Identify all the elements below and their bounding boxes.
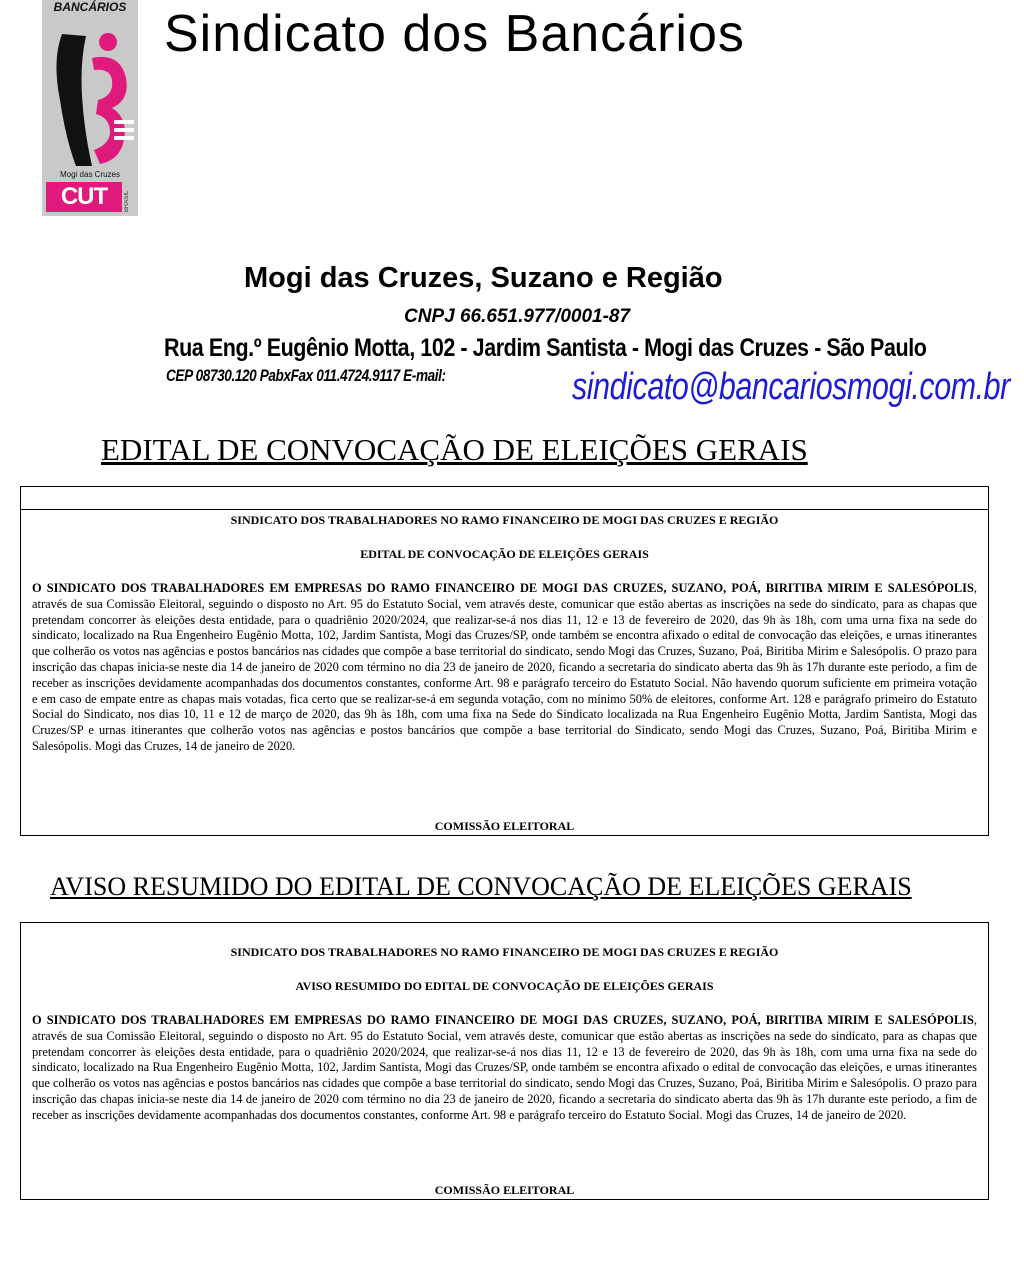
edital-box [20, 486, 989, 836]
aviso-body-text: , através de sua Comissão Eleitoral, seguindo o disposto no Art. 95 do Estatuto Social, vem através deste, comunicar que estão abertas as inscrições na sede do sindicato, para as chapas que pretendam concorrer às eleições desta entidade, para o quadriênio 2020/2024, que realizar-se-á nos dias 11, 12 e 13 de fevereiro de 2020, das 9h às 18h, com uma urna fixa na sede do sindicato, localizado na Rua Engenheiro Eugênio Motta, 102, Jardim Santista, Mogi das Cruzes/SP, onde também se encontra afixado o edital de convocação das eleições, e urnas itinerantes que colherão os votos nas agências e postos bancários nas cidades que compõe a base territorial do sindicato, sendo Mogi das Cruzes, Suzano, Poá, Biritiba Mirim e Salesópolis. O prazo para inscrição das chapas inicia-se neste dia 14 de janeiro de 2020 com término no dia 23 de janeiro de 2020, ficando a secretaria do sindicato aberta das 9h às 17h durante este período, a fim de receber as inscrições devidamente acompanhadas dos documentos constantes, conforme Art. 98 e parágrafo terceiro do Estatuto Social. Mogi das Cruzes, 14 de janeiro de 2020. [32, 1013, 977, 1122]
address-text: Rua Eng.º Eugênio Motta, 102 - Jardim Santista - Mogi das Cruzes - São Paulo [164, 334, 927, 362]
aviso-signature: COMISSÃO ELEITORAL [434, 1183, 575, 1197]
page-title: Sindicato dos Bancários [164, 5, 745, 63]
logo-top-text: BANCÁRIOS [53, 0, 127, 14]
edital-heading-union: SINDICATO DOS TRABALHADORES NO RAMO FINANCEIRO DE MOGI DAS CRUZES E REGIÃO [230, 513, 779, 527]
logo-figure-icon [42, 0, 138, 170]
edital-box-divider [21, 509, 988, 510]
cut-badge: CUT [46, 182, 122, 212]
aviso-body [32, 1013, 977, 1124]
edital-body-text: , através de sua Comissão Eleitoral, seguindo o disposto no Art. 95 do Estatuto Social, vem através deste, comunicar que estão abertas as inscrições na sede do sindicato, para as chapas que pretendam concorrer às eleições desta entidade, para o quadriênio 2020/2024, que realizar-se-á nos dias 11, 12 e 13 de fevereiro de 2020, das 9h às 18h, com uma urna fixa na sede do sindicato, localizado na Rua Engenheiro Eugênio Motta, 102, Jardim Santista, Mogi das Cruzes/SP, onde também se encontra afixado o edital de convocação das eleições, e urnas itinerantes que colherão os votos nas agências e postos bancários nas cidades que compõe a base territorial do sindicato, sendo Mogi das Cruzes, Suzano, Poá, Biritiba Mirim e Salesópolis. O prazo para inscrição das chapas inicia-se neste dia 14 de janeiro de 2020 com término no dia 23 de janeiro de 2020, ficando a secretaria do sindicato aberta das 9h às 17h durante este período, a fim de receber as inscrições devidamente acompanhadas dos documentos constantes, conforme Art. 98 e parágrafo terceiro do Estatuto Social. Não havendo quorum suficiente em primeira votação e em caso de empate entre as chapas mais votadas, fica certo que se realizar-se-á em segunda votação, com no mínimo 50% de eleitores, conforme Art. 128 e parágrafo primeiro do Estatuto Social do Sindicato, nos dias 10, 11 e 12 de março de 2020, das 9h às 18h, com uma fixa na Sede do Sindicato localizada na Rua Engenheiro Eugênio Motta, Jardim Santista, Mogi das Cruzes/SP e urnas itinerantes que colherão votos nas agências e postos bancários que compõe a base territorial do Sindicato, sendo Mogi das Cruzes, Suzano, Poá, Biritiba Mirim e Salesópolis. Mogi das Cruzes, 14 de janeiro de 2020. [32, 581, 977, 753]
region-subtitle: Mogi das Cruzes, Suzano e Região [244, 262, 723, 294]
aviso-body-lead: O SINDICATO DOS TRABALHADORES EM EMPRESAS DO RAMO FINANCEIRO DE MOGI DAS CRUZES, SUZANO, POÁ, BIRITIBA MIRIM E SALESÓPOLIS [32, 1013, 974, 1027]
edital-body-lead: O SINDICATO DOS TRABALHADORES EM EMPRESAS DO RAMO FINANCEIRO DE MOGI DAS CRUZES, SUZANO, POÁ, BIRITIBA MIRIM E SALESÓPOLIS [32, 581, 974, 595]
edital-body [32, 581, 977, 755]
edital-signature: COMISSÃO ELEITORAL [434, 819, 575, 833]
union-logo [42, 0, 138, 216]
cnpj-text: CNPJ 66.651.977/0001-87 [404, 306, 631, 327]
aviso-heading-title: AVISO RESUMIDO DO EDITAL DE CONVOCAÇÃO DE ELEIÇÕES GERAIS [295, 979, 714, 993]
logo-city-text: Mogi das Cruzes [59, 170, 121, 179]
aviso-box [20, 922, 989, 1200]
aviso-heading-union: SINDICATO DOS TRABALHADORES NO RAMO FINANCEIRO DE MOGI DAS CRUZES E REGIÃO [230, 945, 779, 959]
contact-line [166, 366, 516, 386]
aviso-title: AVISO RESUMIDO DO EDITAL DE CONVOCAÇÃO DE ELEIÇÕES GERAIS [50, 872, 912, 901]
email-link[interactable]: sindicato@bancariosmogi.com.br [572, 366, 1010, 408]
edital-heading-title: EDITAL DE CONVOCAÇÃO DE ELEIÇÕES GERAIS [360, 547, 649, 561]
cut-badge-sub: BRASIL [124, 190, 130, 212]
edital-title: EDITAL DE CONVOCAÇÃO DE ELEIÇÕES GERAIS [101, 432, 808, 467]
contact-text: CEP 08730.120 PabxFax 011.4724.9117 E-mail: [166, 366, 446, 385]
